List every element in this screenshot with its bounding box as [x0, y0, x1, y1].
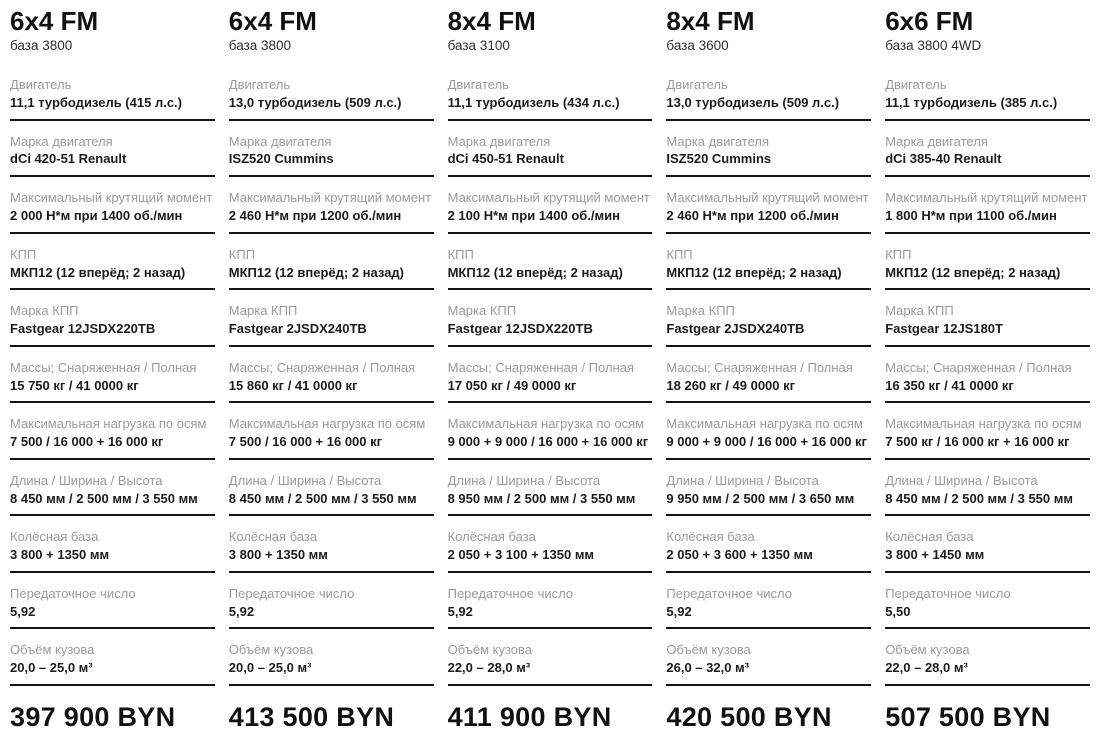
spec-row: [10, 121, 215, 178]
spec-value: 15 860 кг / 41 0000 кг: [228, 377, 358, 393]
spec-value: МКП12 (12 вперёд; 2 назад): [666, 264, 842, 280]
spec-row: [10, 290, 215, 347]
spec-value: 5,92: [666, 603, 692, 619]
price-label: 507 500 BYN: [885, 701, 1051, 732]
spec-label: Массы; Снаряженная / Полная: [10, 359, 197, 375]
model-subtitle: база 3600: [666, 38, 729, 54]
spec-value: 15 750 кг / 41 0000 кг: [10, 377, 139, 393]
spec-row: [229, 516, 434, 573]
spec-label: Марка КПП: [666, 303, 735, 319]
spec-label: Массы; Снаряженная / Полная: [885, 359, 1072, 375]
spec-value: 1 800 Н*м при 1100 об./мин: [885, 208, 1057, 223]
price-label: 413 500 BYN: [228, 701, 395, 732]
spec-value: ISZ520 Cummins: [228, 151, 334, 167]
spec-label: Передаточное число: [10, 585, 136, 601]
spec-value: 5,92: [10, 603, 36, 619]
spec-label: Объём кузова: [447, 642, 532, 658]
spec-label: Передаточное число: [447, 585, 574, 601]
spec-label: Максимальный крутящий момент: [10, 190, 213, 206]
spec-row: [666, 629, 871, 686]
model-title: 6x6 FM: [885, 6, 974, 36]
spec-value: 2 100 Н*м при 1400 об./мин: [447, 208, 620, 223]
spec-value: 20,0 – 25,0 м³: [10, 660, 93, 676]
model-title: 6x4 FM: [10, 6, 99, 36]
spec-label: Массы; Снаряженная / Полная: [447, 359, 634, 375]
spec-row: [10, 234, 215, 291]
spec-value: 2 000 Н*м при 1400 об./мин: [10, 208, 183, 223]
spec-label: Передаточное число: [228, 585, 355, 601]
spec-value: dCi 450-51 Renault: [447, 151, 564, 167]
spec-row: [448, 460, 653, 517]
spec-row: [10, 64, 215, 121]
spec-value: 5,50: [885, 603, 911, 619]
spec-value: 7 500 кг / 16 000 кг + 16 000 кг: [885, 434, 1070, 450]
price-label: 420 500 BYN: [666, 701, 832, 732]
spec-label: Максимальная нагрузка по осям: [10, 416, 207, 432]
spec-value: 7 500 / 16 000 + 16 000 кг: [10, 434, 164, 450]
spec-value: 3 800 + 1350 мм: [228, 547, 328, 563]
spec-row: [229, 629, 434, 686]
spec-row: [885, 177, 1090, 234]
spec-value: 18 260 кг / 49 0000 кг: [666, 377, 796, 393]
spec-value: 22,0 – 28,0 м³: [885, 660, 968, 676]
spec-value: МКП12 (12 вперёд; 2 назад): [10, 264, 186, 280]
spec-row: [885, 64, 1090, 121]
spec-row: [666, 403, 871, 460]
spec-row: [448, 64, 653, 121]
spec-label: КПП: [885, 246, 912, 262]
spec-value: 2 050 + 3 600 + 1350 мм: [666, 547, 813, 563]
spec-row: [448, 234, 653, 291]
price-label: 411 900 BYN: [447, 701, 612, 732]
spec-label: КПП: [666, 246, 693, 262]
spec-value: 20,0 – 25,0 м³: [228, 660, 312, 676]
spec-label: Марка КПП: [10, 303, 79, 319]
spec-value: 8 450 мм / 2 500 мм / 3 550 мм: [10, 490, 198, 506]
spec-value: 5,92: [447, 603, 473, 619]
spec-row: [885, 629, 1090, 686]
spec-label: Колёсная база: [447, 529, 536, 545]
model-header: [10, 8, 215, 64]
spec-label: КПП: [10, 246, 37, 262]
spec-label: Двигатель: [228, 77, 291, 92]
spec-value: МКП12 (12 вперёд; 2 назад): [885, 264, 1061, 280]
spec-value: 17 050 кг / 49 0000 кг: [447, 377, 577, 393]
spec-value: Fastgear 12JSDX220TB: [10, 321, 156, 337]
spec-value: МКП12 (12 вперёд; 2 назад): [447, 264, 623, 280]
spec-row: [448, 290, 653, 347]
spec-row: [229, 234, 434, 291]
spec-rows: [229, 64, 434, 686]
spec-value: 8 450 мм / 2 500 мм / 3 550 мм: [885, 490, 1073, 506]
spec-label: Колёсная база: [885, 529, 974, 545]
spec-label: Марка КПП: [447, 303, 517, 319]
model-column: [666, 8, 871, 733]
spec-label: Максимальный крутящий момент: [885, 190, 1088, 206]
spec-row: [666, 177, 871, 234]
spec-value: 5,92: [228, 603, 255, 619]
spec-value: 11,1 турбодизель (385 л.с.): [885, 94, 1058, 110]
spec-label: Передаточное число: [885, 585, 1011, 601]
spec-label: Максимальная нагрузка по осям: [885, 416, 1082, 432]
spec-row: [885, 347, 1090, 404]
spec-value: 22,0 – 28,0 м³: [447, 660, 531, 676]
spec-row: [885, 121, 1090, 178]
spec-label: Массы; Снаряженная / Полная: [666, 359, 853, 375]
spec-label: Марка двигателя: [666, 133, 770, 149]
spec-value: 9 000 + 9 000 / 16 000 + 16 000 кг: [666, 434, 867, 450]
price-label: 397 900 BYN: [10, 701, 176, 732]
spec-row: [666, 290, 871, 347]
model-title: 8x4 FM: [666, 6, 755, 36]
spec-label: Двигатель: [10, 77, 72, 92]
spec-row: [666, 234, 871, 291]
spec-value: 8 950 мм / 2 500 мм / 3 550 мм: [447, 490, 636, 506]
spec-row: [448, 121, 653, 178]
model-header: [885, 8, 1090, 64]
spec-value: dCi 385-40 Renault: [885, 151, 1002, 167]
spec-label: Объём кузова: [10, 642, 95, 658]
spec-value: 13,0 турбодизель (509 л.с.): [666, 94, 840, 110]
model-subtitle: база 3800: [10, 38, 73, 54]
spec-value: 9 950 мм / 2 500 мм / 3 650 мм: [666, 490, 855, 506]
spec-row: [10, 629, 215, 686]
spec-row: [229, 290, 434, 347]
spec-row: [885, 290, 1090, 347]
spec-row: [885, 573, 1090, 630]
spec-label: Колёсная база: [666, 529, 755, 545]
spec-label: Марка КПП: [228, 303, 298, 319]
spec-row: [666, 121, 871, 178]
spec-label: Длина / Ширина / Высота: [666, 472, 819, 488]
spec-value: 2 050 + 3 100 + 1350 мм: [447, 547, 595, 563]
model-column: [448, 8, 653, 733]
spec-row: [229, 573, 434, 630]
model-title: 8x4 FM: [447, 6, 536, 36]
model-column: [10, 8, 215, 733]
spec-label: Марка двигателя: [447, 133, 551, 149]
spec-row: [448, 347, 653, 404]
spec-label: Максимальная нагрузка по осям: [666, 416, 863, 432]
spec-row: [10, 347, 215, 404]
spec-row: [666, 516, 871, 573]
spec-value: 7 500 / 16 000 + 16 000 кг: [228, 434, 383, 450]
spec-row: [448, 573, 653, 630]
spec-value: 8 450 мм / 2 500 мм / 3 550 мм: [228, 490, 417, 506]
model-header: [666, 8, 871, 64]
spec-row: [229, 64, 434, 121]
spec-label: Длина / Ширина / Высота: [228, 472, 382, 488]
spec-row: [885, 516, 1090, 573]
spec-label: Максимальный крутящий момент: [447, 190, 650, 206]
spec-value: МКП12 (12 вперёд; 2 назад): [228, 264, 404, 280]
spec-value: 3 800 + 1450 мм: [885, 547, 985, 563]
spec-label: Максимальный крутящий момент: [228, 190, 432, 206]
spec-label: КПП: [228, 246, 256, 262]
spec-row: [10, 403, 215, 460]
spec-row: [10, 460, 215, 517]
model-subtitle: база 3800: [228, 38, 292, 54]
spec-row: [448, 403, 653, 460]
spec-label: КПП: [447, 246, 474, 262]
spec-label: Длина / Ширина / Высота: [10, 472, 163, 488]
spec-value: 26,0 – 32,0 м³: [666, 660, 750, 676]
spec-label: Массы; Снаряженная / Полная: [228, 359, 416, 375]
spec-value: 2 460 Н*м при 1200 об./мин: [666, 208, 839, 223]
spec-label: Марка двигателя: [885, 133, 988, 149]
spec-label: Передаточное число: [666, 585, 792, 601]
spec-value: 9 000 + 9 000 / 16 000 + 16 000 кг: [447, 434, 649, 450]
spec-row: [666, 573, 871, 630]
spec-rows: [885, 64, 1090, 686]
spec-value: ISZ520 Cummins: [666, 151, 772, 167]
spec-row: [229, 347, 434, 404]
spec-rows: [10, 64, 215, 686]
model-subtitle: база 3800 4WD: [885, 38, 982, 54]
spec-label: Колёсная база: [228, 529, 318, 545]
spec-row: [885, 460, 1090, 517]
spec-label: Максимальный крутящий момент: [666, 190, 869, 206]
spec-label: Колёсная база: [10, 529, 99, 545]
spec-row: [10, 177, 215, 234]
spec-rows: [666, 64, 871, 686]
spec-row: [229, 177, 434, 234]
spec-row: [885, 403, 1090, 460]
spec-row: [885, 234, 1090, 291]
spec-value: 3 800 + 1350 мм: [10, 547, 110, 563]
spec-row: [666, 460, 871, 517]
spec-label: Длина / Ширина / Высота: [447, 472, 601, 488]
spec-value: 11,1 турбодизель (415 л.с.): [10, 94, 182, 110]
spec-value: 11,1 турбодизель (434 л.с.): [447, 94, 620, 110]
model-header: [448, 8, 653, 64]
spec-label: Двигатель: [885, 77, 947, 92]
spec-row: [10, 516, 215, 573]
spec-label: Объём кузова: [228, 642, 314, 658]
spec-label: Двигатель: [666, 77, 728, 92]
model-column: [885, 8, 1090, 733]
model-column: [229, 8, 434, 733]
model-subtitle: база 3100: [447, 38, 510, 54]
spec-label: Объём кузова: [666, 642, 751, 658]
spec-row: [229, 121, 434, 178]
spec-row: [448, 516, 653, 573]
spec-value: Fastgear 2JSDX240TB: [666, 321, 805, 337]
spec-row: [448, 629, 653, 686]
spec-value: 2 460 Н*м при 1200 об./мин: [228, 208, 402, 223]
spec-row: [10, 573, 215, 630]
spec-value: Fastgear 12JSDX220TB: [447, 321, 593, 337]
spec-row: [229, 460, 434, 517]
spec-label: Марка КПП: [885, 303, 954, 319]
spec-label: Объём кузова: [885, 642, 970, 658]
spec-label: Марка двигателя: [10, 133, 113, 149]
model-title: 6x4 FM: [228, 6, 317, 36]
spec-value: 16 350 кг / 41 0000 кг: [885, 377, 1014, 393]
spec-value: Fastgear 12JS180T: [885, 321, 1003, 337]
spec-label: Максимальная нагрузка по осям: [447, 416, 645, 432]
model-header: [229, 8, 434, 64]
spec-row: [229, 403, 434, 460]
spec-label: Двигатель: [447, 77, 509, 92]
spec-label: Марка двигателя: [228, 133, 332, 149]
spec-rows: [448, 64, 653, 686]
spec-value: Fastgear 2JSDX240TB: [228, 321, 367, 337]
spec-label: Длина / Ширина / Высота: [885, 472, 1038, 488]
spec-value: dCi 420-51 Renault: [10, 151, 127, 167]
spec-row: [666, 64, 871, 121]
spec-value: 13,0 турбодизель (509 л.с.): [228, 94, 402, 110]
spec-row: [666, 347, 871, 404]
spec-row: [448, 177, 653, 234]
spec-label: Максимальная нагрузка по осям: [228, 416, 426, 432]
